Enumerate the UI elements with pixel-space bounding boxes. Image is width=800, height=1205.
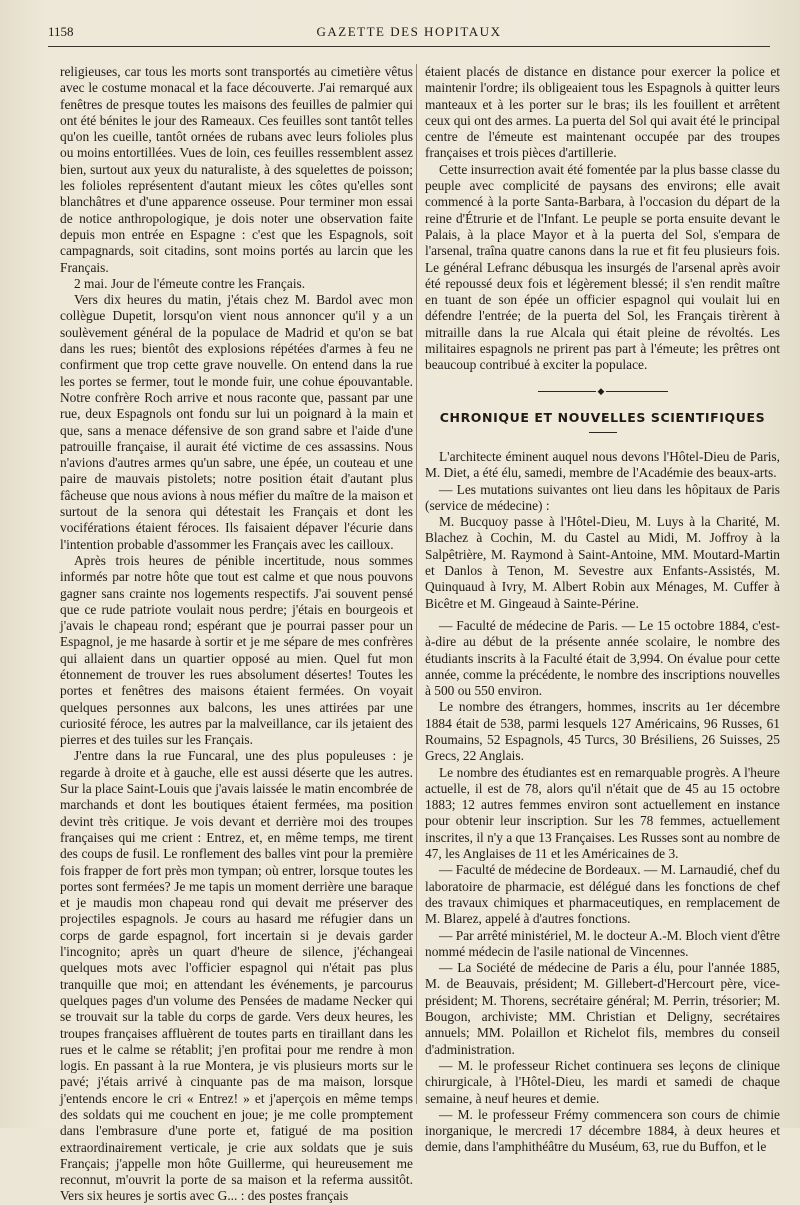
news-item: L'architecte éminent auquel nous devons l'Hôtel-Dieu de Paris, M. Diet, a été élu, samedi, membre de l'Académie des beaux-arts. (425, 448, 780, 481)
paragraph: Vers dix heures du matin, j'étais chez M. Bardol avec mon collègue Dupetit, lorsqu'on vient nous annoncer qu'il y a un soulèvement général de la populace de Madrid et qu'on se bat dans les rues; bientôt des explosions répétées d'armes à feu ne confirment que trop cette grave nouvelle. On entend dans la rue les portes se fermer, tout le monde fuir, une cohue épouvantable. Notre confrère Roch arrive et nous raconte que, passant par une rue, deux Espagnols ont fondu sur lui un poignard à la main et que, sans a menace défensive de son grand sabre et l'aide d'une patrouille française, il aurait été victime de ces assassins. Nous n'avions d'autres armes qu'un sabre, une épée, un couteau et une paire de mauvais pistolets; notre position était d'autant plus fâcheuse que nous avions à nous méfier du maître de la maison et surtout de la senora qui détestait les Français et dont les vociférations étaient féroces. Ils faisaient dépaver l'écurie dans l'intention probable d'assommer les Français avec les cailloux. (60, 292, 413, 552)
paragraph: J'entre dans la rue Funcaral, une des plus populeuses : je regarde à droite et à gauche, elle est aussi déserte que les autres. Sur la place Saint-Louis que j'avais laissée le matin encombrée de marchands et dont les boutiques étaient fermées, ma position devint très critique. Je vois devant et derrière moi des troupes françaises qui me crient : Entrez, et, en même temps, me tirent des coups de fusil. Le ronflement des balles vint pour la première fois frapper de fort près mon tympan; où entrer, lorsque toutes les portes sont fermées? Je me tapis un moment derrière une baraque et je maudis mon chapeau rond qui devait me préserver des projectiles espagnols. Je cours au hasard me réfugier dans un corps de garde espagnol, fort incertain si je devais garder l'incognito; après un quart d'heure de silence, j'échangeai quelques mots avec l'officier espagnol qui n'était pas plus tranquille que moi; en attendant les événements, je parcourus quelques pages d'un volume des Pensées de madame Necker qui se trouvait sur la table du corps de garde. Vers deux heures, les troupes françaises affluèrent de toutes parts en tiraillant dans les rues et le calme se rétablit; j'en profitai pour me rendre à mon logis. En passant à la rue Montera, je vis plusieurs morts sur le pavé; j'étais arrivé à cinquante pas de ma maison, lorsque j'entends encore le cri « Entrez! » et j'aperçois en même temps des soldats qui me couchent en joue; je me colle promptement dans l'embrasure d'une porte et, fatigué de ma position extraordinairement verticale, je crie aux soldats que je suis Français; j'appelle mon hôte Guillerme, qui heureusement me reconnut, m'ouvrit la porte de sa maison et la referma aussitôt. Vers six heures je sortis avec G... : des postes français (60, 748, 413, 1204)
page-number: 1158 (48, 24, 74, 39)
news-item: M. Bucquoy passe à l'Hôtel-Dieu, M. Luys à la Charité, M. Blachez à Cochin, M. du Castel au Midi, M. Joffroy à la Salpêtrière, M. Raymond à Saint-Antoine, MM. Moutard-Martin et Danlos à Tenon, M. Sevestre aux Enfants-Assistés, M. Quinquaud à Ivry, M. Albert Robin aux Ménages, M. Cuffer à Bicêtre et M. Gingeaud à Sainte-Périne. (425, 514, 780, 611)
news-item: — Par arrêté ministériel, M. le docteur A.-M. Bloch vient d'être nommé médecin de l'asile national de Vincennes. (425, 927, 780, 959)
paragraph: Cette insurrection avait été fomentée par la plus basse classe du peuple avec complicité de paysans des environs; elle avait commencé à la porte Santa-Barbara, à l'occasion du départ de la reine d'Étrurie et de l'Infant. Le peuple se porta ensuite devant le Palais, à la place Mayor et à la puerta del Sol, s'empara de l'arsenal, traîna quatre canons dans la rue et fit feu plusieurs fois. Le général Lefranc débusqua les insurgés de l'arsenal après avoir été repoussé deux fois et légèrement blessé; il s'en rendit maître en tuant de son épée un officier espagnol qui voulait lui en défendre l'entrée; de la puerta del Sol, les Français tirèrent à mitraille dans la rue Alcala qui était pleine de révoltés. Les militaires espagnols ne prirent pas part à l'émeute; les prêtres ont beaucoup contribué à exciter la populace. (425, 161, 780, 373)
header-rule (48, 46, 770, 47)
news-item: — Faculté de médecine de Paris. — Le 15 octobre 1884, c'est-à-dire au début de la présente année scolaire, le nombre des étudiants inscrits à la Faculté était de 3,994. On évalue pour cette année, comme la précédente, le nombre des inscriptions nouvelles à 500 ou 550 environ. (425, 617, 780, 699)
paragraph: religieuses, car tous les morts sont transportés au cimetière vêtus avec le costume monacal et la face découverte. J'ai remarqué aux fenêtres de presque toutes les maisons des feuilles de palmier qui ont été bénites le jour des Rameaux. Ces feuilles sont tantôt telles qu'on les cueille, tantôt ornées de rubans avec leurs folioles plus ou moins entortillées. Vues de loin, ces feuilles ressemblent assez bien, surtout aux yeux du naturaliste, à des squelettes de poisson; les folioles représentent d'autant mieux les côtes qu'elles sont blanchâtres et d'une apparence osseuse. Pour terminer mon essai de notice anthropologique, je dois noter une observation faite depuis mon entrée en Espagne : c'est que les Espagnols, soit campagnards, soit citadins, sont moins portés au larcin que les Français. (60, 64, 413, 275)
title-rule (589, 432, 617, 433)
news-item: — La Société de médecine de Paris a élu, pour l'année 1885, M. de Beauvais, président; M. Gillebert-d'Hercourt père, vice-président; M. Thorens, secrétaire général; M. Perrin, trésorier; M. Bougon, archiviste; MM. Christian et Deligny, secrétaires annuels; MM. Polaillon et Richelot fils, membres du conseil d'administration. (425, 960, 780, 1057)
paragraph: étaient placés de distance en distance pour exercer la police et maintenir l'ordre; ils obligeaient tous les Espagnols à quitter leurs manteaux et à les porter sur le bras; ils les fouillent et arrêtent ceux qui ont des armes. La puerta del Sol qui avait été le principal centre de l'émeute est maintenant occupée par des troupes françaises et trois pièces d'artillerie. (425, 64, 780, 161)
ornamental-separator (538, 388, 668, 396)
running-head: GAZETTE DES HOPITAUX (316, 24, 502, 39)
news-item: — Faculté de médecine de Bordeaux. — M. Larnaudié, chef du laboratoire de pharmacie, est délégué dans les fonctions de chef des travaux chimiques et pharmaceutiques, en remplacement de M. Blarez, appelé à d'autres fonctions. (425, 862, 780, 927)
news-item: — M. le professeur Richet continuera ses leçons de clinique chirurgicale, à l'Hôtel-Dieu, les mardi et samedi de chaque semaine, à neuf heures et demie. (425, 1057, 780, 1106)
news-item: — M. le professeur Frémy commencera son cours de chimie inorganique, le mercredi 17 décembre 1884, à deux heures et demie, dans l'amphithéâtre du Muséum, 63, rue du Buffon, et le (425, 1106, 780, 1155)
news-item: Le nombre des étrangers, hommes, inscrits au 1er décembre 1884 était de 538, parmi lesquels 127 Américains, 96 Russes, 61 Roumains, 52 Espagnols, 45 Turcs, 30 Brésiliens, 26 Suisses, 25 Grecs, 22 Anglais. (425, 699, 780, 764)
page-header (48, 24, 770, 46)
column-divider (416, 64, 417, 1104)
section-title: CHRONIQUE ET NOUVELLES SCIENTIFIQUES (439, 409, 766, 425)
paragraph: Après trois heures de pénible incertitude, nous sommes informés par notre hôte que tout est calme et que nous pouvons gagner sans crainte nos logements respectifs. J'ai souvent pensé que ce rude patriote voulait nous perdre; j'étais en bourgeois et j'avais le chapeau rond; espérant que je pourrai passer pour un Espagnol, je me hasarde à sortir et je me sépare de mes confrères qui allaient dans un quartier opposé au mien. Quel fut mon étonnement de trouver les rues absolument désertes! Toutes les portes et fenêtres des maisons étaient fermées. On voyait quelques personnes aux balcons, les unes attirées par une curiosité féroce, les autres par la malveillance, car ils jetaient des pierres et des tuiles sur les Français. (60, 552, 413, 748)
news-item: Le nombre des étudiantes est en remarquable progrès. A l'heure actuelle, il est de 78, alors qu'il n'était que de 45 au 15 octobre 1883; 12 autres femmes environ sont actuellement en instance pour obtenir leur inscription. Sur les 78 femmes, actuellement inscrites, il n'y a que 13 Françaises. Les Russes sont au nombre de 47, les Anglaises de 11 et les Américaines de 3. (425, 764, 780, 862)
right-column (425, 64, 780, 1156)
news-item: — Les mutations suivantes ont lieu dans les hôpitaux de Paris (service de médecine) : (425, 481, 780, 513)
left-column (60, 64, 413, 1205)
paragraph: 2 mai. Jour de l'émeute contre les Français. (74, 275, 306, 291)
